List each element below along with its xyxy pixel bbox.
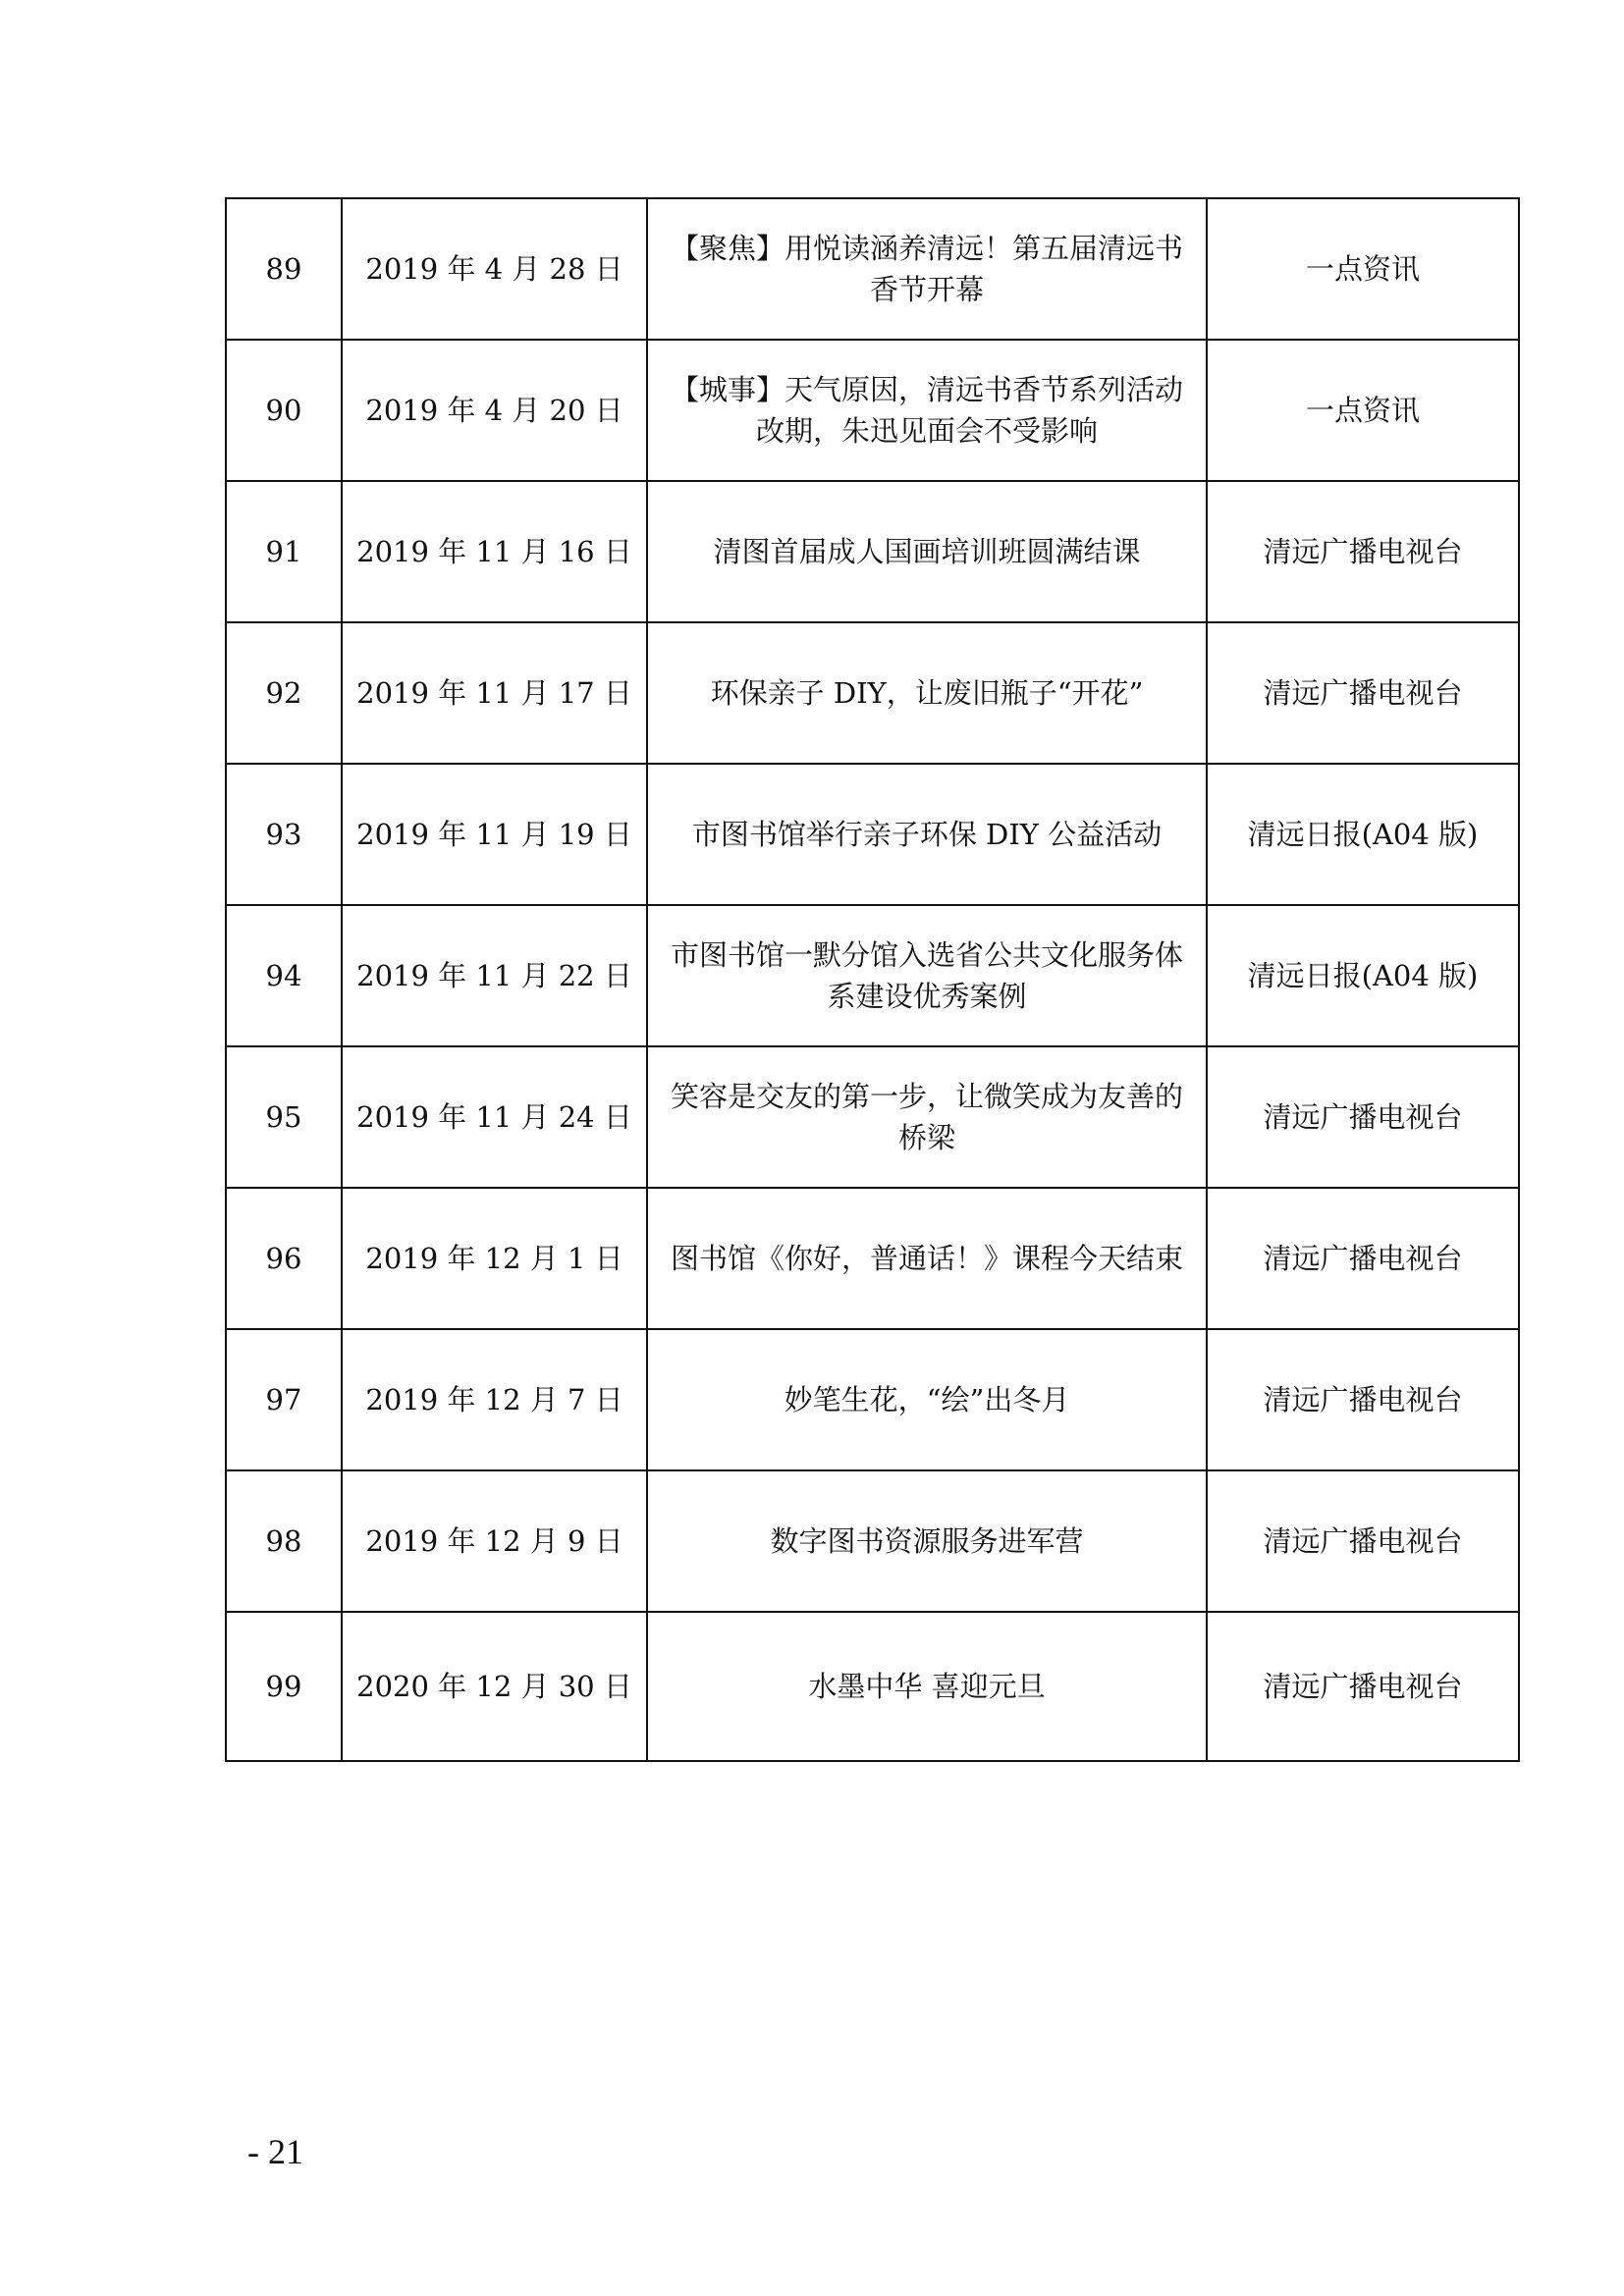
row-number: 99 [226,1612,342,1761]
table-row [226,905,1519,1046]
table-row [226,1612,1519,1761]
row-title: 【聚焦】用悦读涵养清远！第五届清远书香节开幕 [647,198,1207,340]
row-date: 2019 年 12 月 1 日 [342,1188,647,1329]
table-row [226,764,1519,905]
row-number: 90 [226,340,342,481]
row-number: 89 [226,198,342,340]
row-title: 环保亲子 DIY，让废旧瓶子“开花” [647,622,1207,764]
row-source: 清远广播电视台 [1207,481,1519,622]
row-number: 96 [226,1188,342,1329]
row-date: 2019 年 11 月 16 日 [342,481,647,622]
row-title: 清图首届成人国画培训班圆满结课 [647,481,1207,622]
row-source: 清远广播电视台 [1207,622,1519,764]
row-number: 91 [226,481,342,622]
row-date: 2019 年 12 月 9 日 [342,1470,647,1612]
row-source: 一点资讯 [1207,198,1519,340]
row-date: 2019 年 12 月 7 日 [342,1329,647,1470]
row-source: 清远广播电视台 [1207,1188,1519,1329]
table-row [226,340,1519,481]
row-date: 2019 年 11 月 17 日 [342,622,647,764]
media-coverage-table [225,197,1520,1762]
row-number: 97 [226,1329,342,1470]
row-number: 98 [226,1470,342,1612]
row-source: 清远日报(A04 版) [1207,764,1519,905]
row-number: 92 [226,622,342,764]
table-row [226,481,1519,622]
row-date: 2019 年 4 月 20 日 [342,340,647,481]
row-date: 2019 年 11 月 19 日 [342,764,647,905]
row-source: 清远广播电视台 [1207,1612,1519,1761]
row-title: 市图书馆举行亲子环保 DIY 公益活动 [647,764,1207,905]
row-title: 笑容是交友的第一步，让微笑成为友善的桥梁 [647,1046,1207,1188]
row-date: 2020 年 12 月 30 日 [342,1612,647,1761]
row-title: 【城事】天气原因，清远书香节系列活动改期，朱迅见面会不受影响 [647,340,1207,481]
row-date: 2019 年 11 月 22 日 [342,905,647,1046]
page-number: - 21 [247,2132,303,2171]
row-title: 妙笔生花，“绘”出冬月 [647,1329,1207,1470]
row-source: 清远日报(A04 版) [1207,905,1519,1046]
row-source: 清远广播电视台 [1207,1329,1519,1470]
row-title: 市图书馆一默分馆入选省公共文化服务体系建设优秀案例 [647,905,1207,1046]
row-number: 94 [226,905,342,1046]
table-row [226,1329,1519,1470]
row-source: 一点资讯 [1207,340,1519,481]
row-title: 图书馆《你好，普通话！》课程今天结束 [647,1188,1207,1329]
row-number: 93 [226,764,342,905]
table-row [226,1046,1519,1188]
table-row [226,198,1519,340]
table-row [226,1470,1519,1612]
row-source: 清远广播电视台 [1207,1470,1519,1612]
row-source: 清远广播电视台 [1207,1046,1519,1188]
table-row [226,622,1519,764]
row-date: 2019 年 11 月 24 日 [342,1046,647,1188]
table-row [226,1188,1519,1329]
row-title: 数字图书资源服务进军营 [647,1470,1207,1612]
row-number: 95 [226,1046,342,1188]
row-date: 2019 年 4 月 28 日 [342,198,647,340]
row-title: 水墨中华 喜迎元旦 [647,1612,1207,1761]
